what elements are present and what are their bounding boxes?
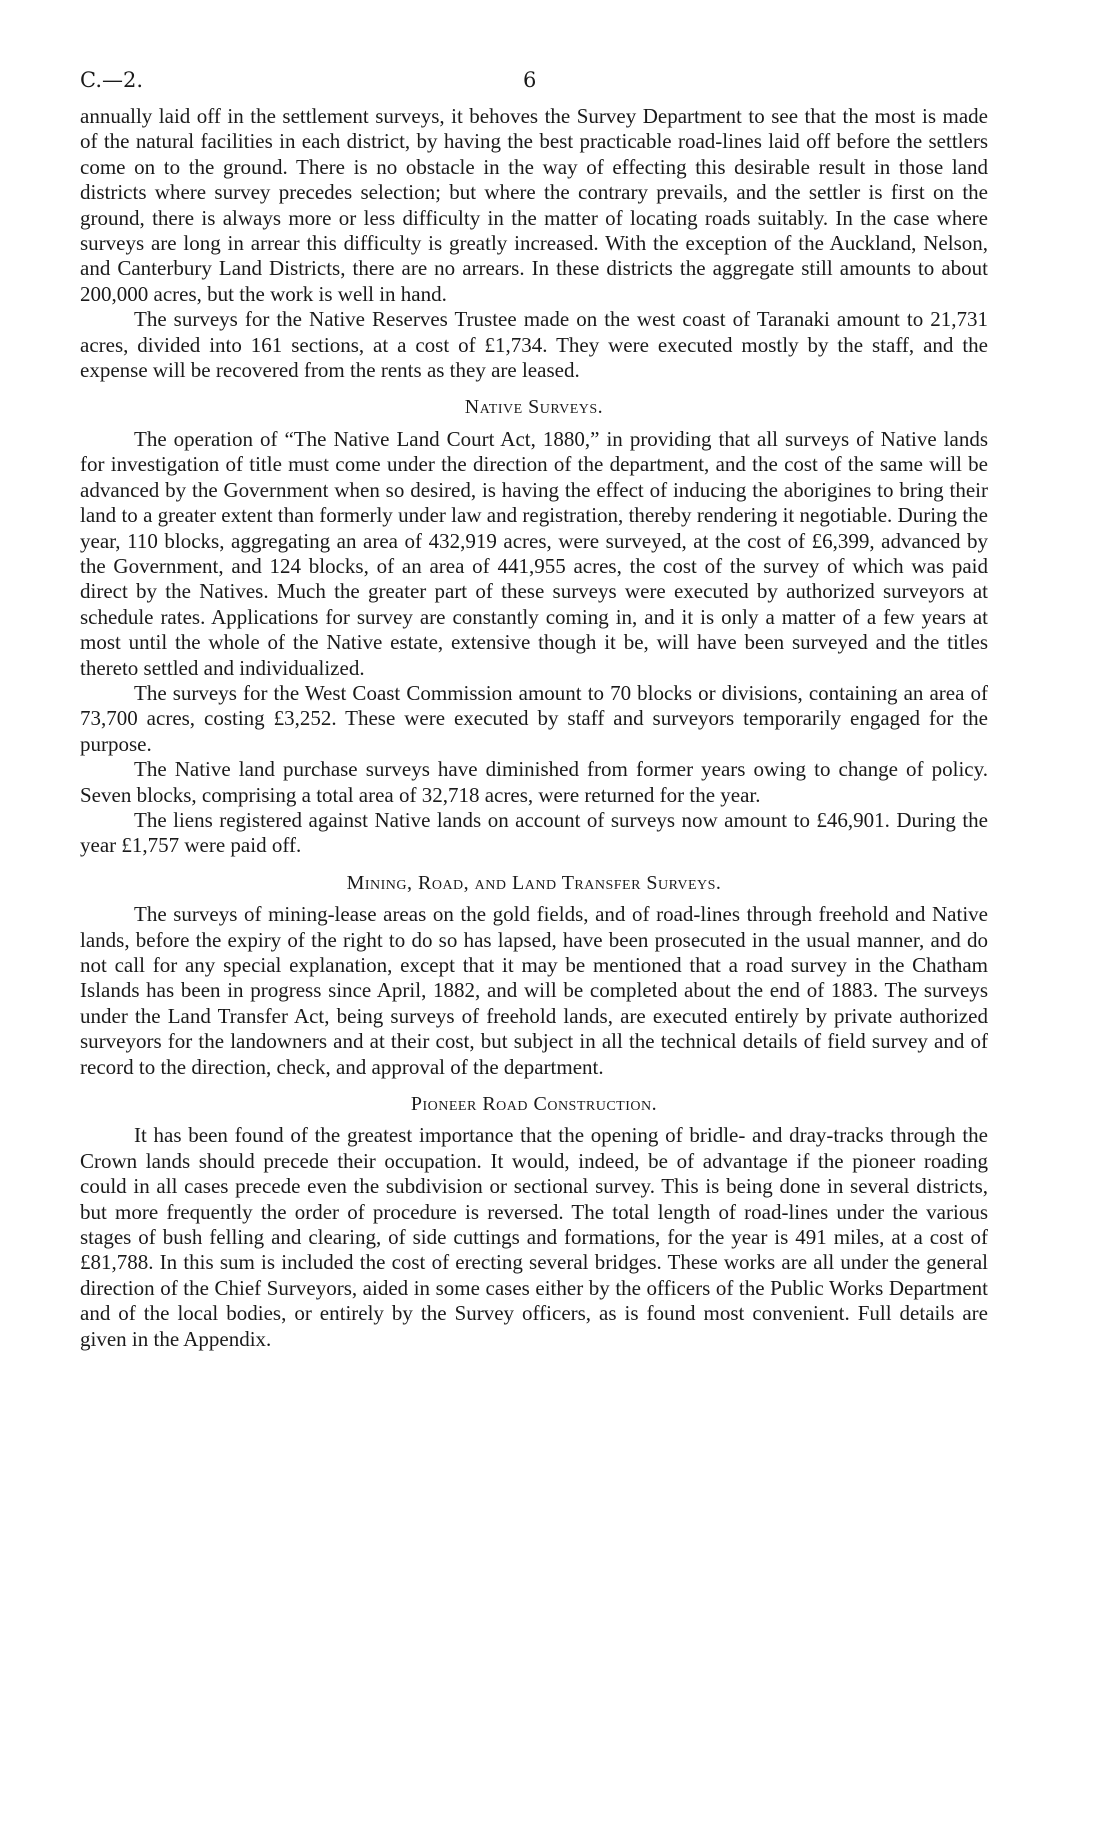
paragraph: It has been found of the greatest importance that the opening of bridle- and dray-tracks through the Crown lands should precede their occupation. It would, indeed, be of advantage if the pioneer roading could in all cases precede even the subdivision or sectional survey. This is being done in several districts, but more frequently the order of procedure is reversed. The total length of road-lines under the various stages of bush felling and clearing, of side cuttings and formations, for the year is 491 miles, at a cost of £81,788. In this sum is included the cost of erecting several bridges. These works are all under the general direction of the Chief Surveyors, aided in some cases either by the officers of the Public Works Department and of the local bodies, or entirely by the Survey officers, as is found most convenient. Full details are given in the Appendix. — [80, 1123, 988, 1351]
paragraph: The operation of “The Native Land Court Act, 1880,” in providing that all surveys of Native lands for investigation of title must come under the direction of the department, and the cost of the same will be advanced by the Government when so desired, is having the effect of inducing the aborigines to bring their land to a greater extent than formerly under law and registration, thereby rendering it negotiable. During the year, 110 blocks, aggregating an area of 432,919 acres, were surveyed, at the cost of £6,399, advanced by the Government, and 124 blocks, of an area of 441,955 acres, the cost of the survey of which was paid direct by the Natives. Much the greater part of these surveys were executed by authorized surveyors at schedule rates. Applications for survey are constantly coming in, and it is only a matter of a few years at most until the whole of the Native estate, extensive though it be, will have been surveyed and the titles thereto settled and individualized. — [80, 426, 988, 680]
page-header — [80, 64, 988, 104]
section-heading-native-surveys: Native Surveys. — [464, 396, 604, 419]
paragraph: The surveys of mining-lease areas on the gold fields, and of road-lines through freehold and Native lands, before the expiry of the right to do so has lapsed, have been prosecuted in the usual manner, and do not call for any special explanation, except that it may be mentioned that a road survey in the Chatham Islands has been in progress since April, 1882, and will be completed about the end of 1883. The surveys under the Land Transfer Act, being surveys of freehold lands, are executed entirely by private authorized surveyors for the landowners and at their cost, but subject in all the technical details of field survey and of record to the direction, check, and approval of the department. — [80, 902, 988, 1079]
page-number: 6 — [523, 68, 537, 92]
document-page — [80, 64, 988, 1352]
paragraph: The surveys for the West Coast Commission amount to 70 blocks or divisions, containing an area of 73,700 acres, costing £3,252. These were executed by staff and surveyors temporarily engaged for the purpose. — [80, 680, 988, 756]
section-heading-pioneer-road: Pioneer Road Construction. — [410, 1093, 658, 1116]
paragraph: The surveys for the Native Reserves Trustee made on the west coast of Taranaki amount to 21,731 acres, divided into 161 sections, at a cost of £1,734. They were executed mostly by the staff, and the expense will be recovered from the rents as they are leased. — [80, 307, 988, 383]
document-reference: C.—2. — [80, 68, 144, 92]
paragraph: The Native land purchase surveys have diminished from former years owing to change of policy. Seven blocks, comprising a total area of 32,718 acres, were returned for the year. — [80, 757, 988, 807]
document-body — [80, 104, 988, 1352]
section-heading-mining-road-land-transfer: Mining, Road, and Land Transfer Surveys. — [346, 871, 722, 894]
paragraph: annually laid off in the settlement surveys, it behoves the Survey Department to see that the most is made of the natural facilities in each district, by having the best practicable road-lines laid off before the settlers come on to the ground. There is no obstacle in the way of effecting this desirable result in those land districts where survey precedes selection; but where the contrary prevails, and the settler is first on the ground, there is always more or less difficulty in the matter of locating roads suitably. In the case where surveys are long in arrear this difficulty is greatly increased. With the exception of the Auckland, Nelson, and Canterbury Land Districts, there are no arrears. In these districts the aggregate still amounts to about 200,000 acres, but the work is well in hand. — [80, 104, 988, 306]
paragraph: The liens registered against Native lands on account of surveys now amount to £46,901. During the year £1,757 were paid off. — [80, 807, 988, 858]
